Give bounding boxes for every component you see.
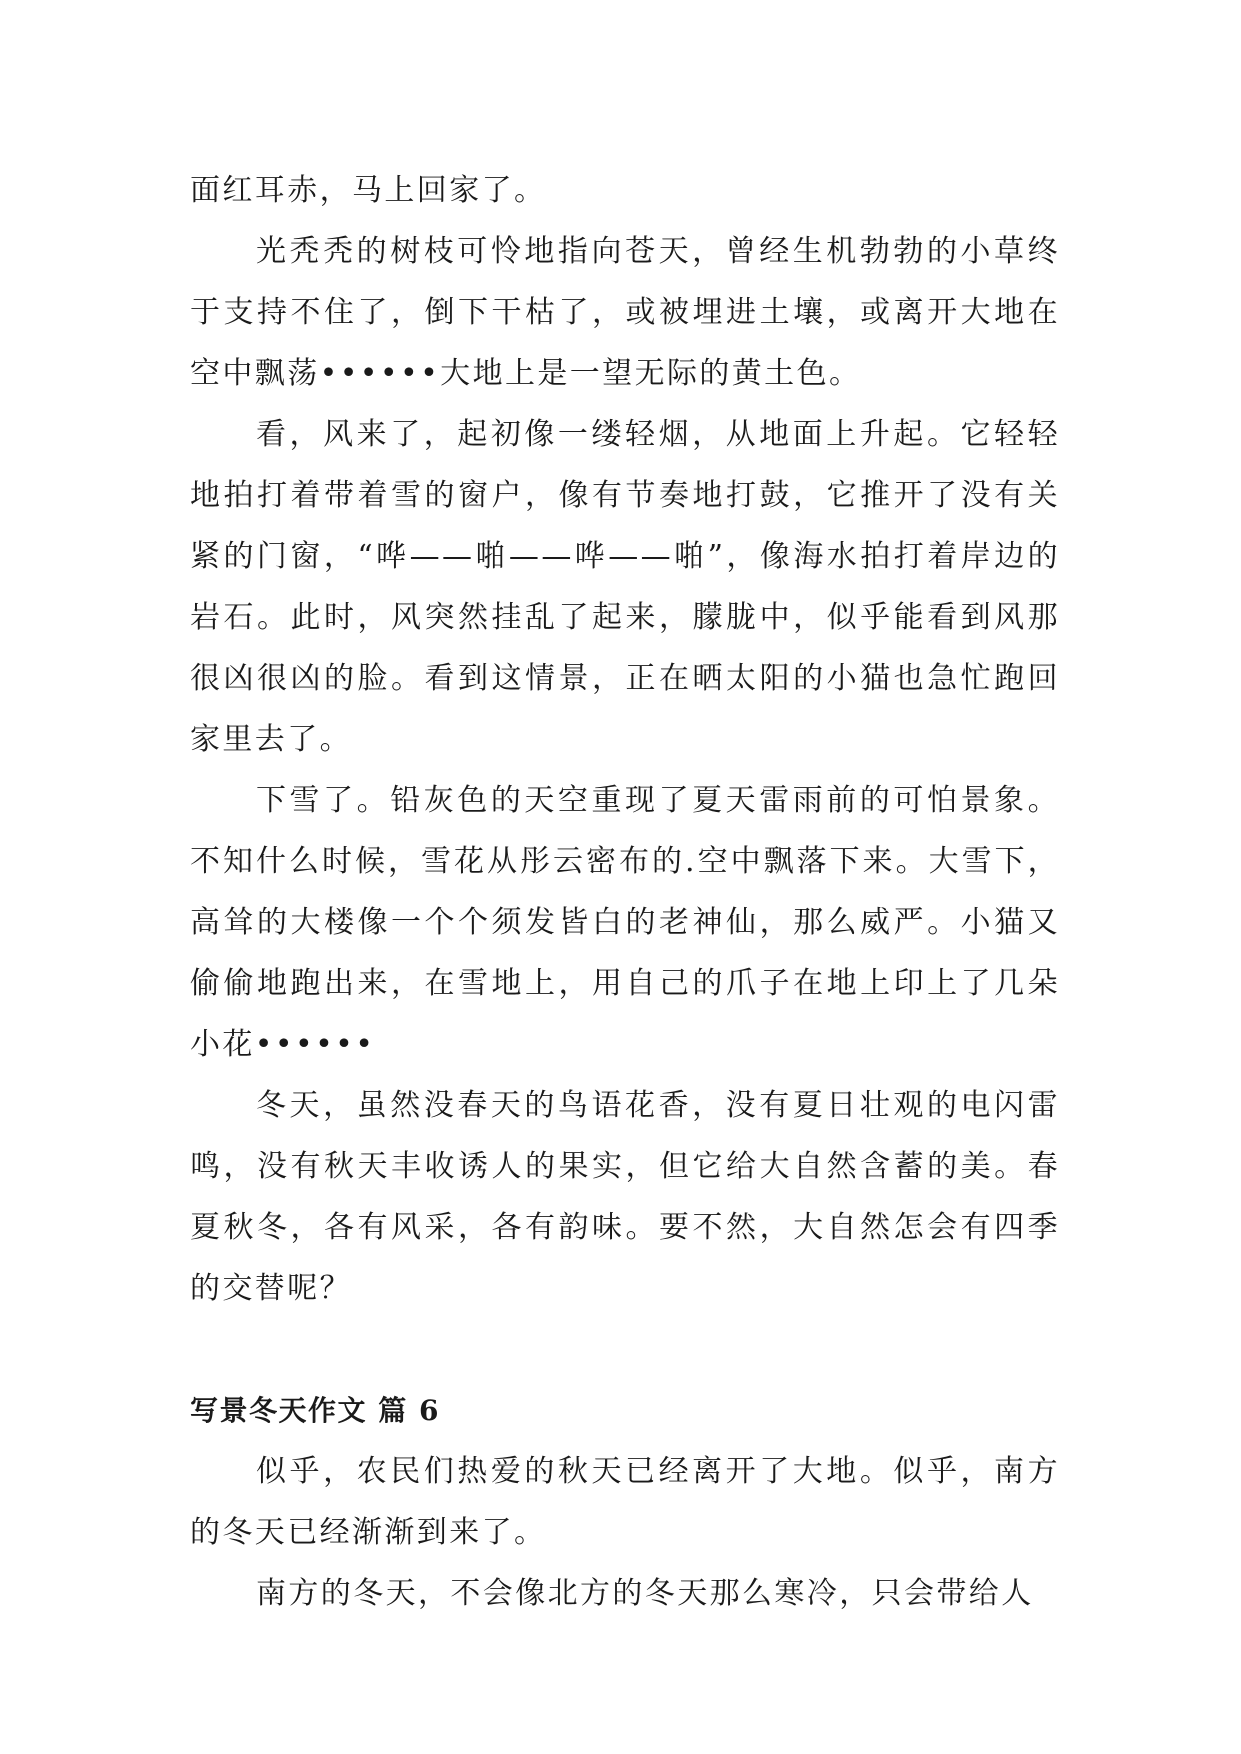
paragraph-3: 看，风来了，起初像一缕轻烟，从地面上升起。它轻轻地拍打着带着雪的窗户，像有节奏地打鼓，它推开了没有关紧的门窗，“哗——啪——哗——啪”，像海水拍打着岸边的岩石。此时，风突然挂乱了起来，朦胧中，似乎能看到风那很凶很凶的脸。看到这情景，正在晒太阳的小猫也急忙跑回家里去了。 xyxy=(190,417,1060,757)
paragraph-2: 光秃秃的树枝可怜地指向苍天，曾经生机勃勃的小草终于支持不住了，倒下干枯了，或被埋进土壤，或离开大地在空中飘荡••••••大地上是一望无际的黄土色。 xyxy=(190,234,1060,391)
paragraph-4: 下雪了。铅灰色的天空重现了夏天雷雨前的可怕景象。不知什么时候，雪花从彤云密布的.空中飘落下来。大雪下，高耸的大楼像一个个须发皆白的老神仙，那么威严。小猫又偷偷地跑出来，在雪地上，用自己的爪子在地上印上了几朵小花•••••• xyxy=(190,783,1060,1062)
document-body xyxy=(190,160,1060,1624)
paragraph-6: 似乎，农民们热爱的秋天已经离开了大地。似乎，南方的冬天已经渐渐到来了。 xyxy=(190,1454,1060,1550)
section-title: 写景冬天作文 篇 6 xyxy=(190,1394,440,1427)
paragraph-1: 面红耳赤，马上回家了。 xyxy=(190,173,547,208)
paragraph-5: 冬天，虽然没春天的鸟语花香，没有夏日壮观的电闪雷鸣，没有秋天丰收诱人的果实，但它给大自然含蓄的美。春夏秋冬，各有风采，各有韵味。要不然，大自然怎会有四季的交替呢？ xyxy=(190,1088,1060,1306)
paragraph-7: 南方的冬天，不会像北方的冬天那么寒冷，只会带给人 xyxy=(256,1576,1034,1611)
